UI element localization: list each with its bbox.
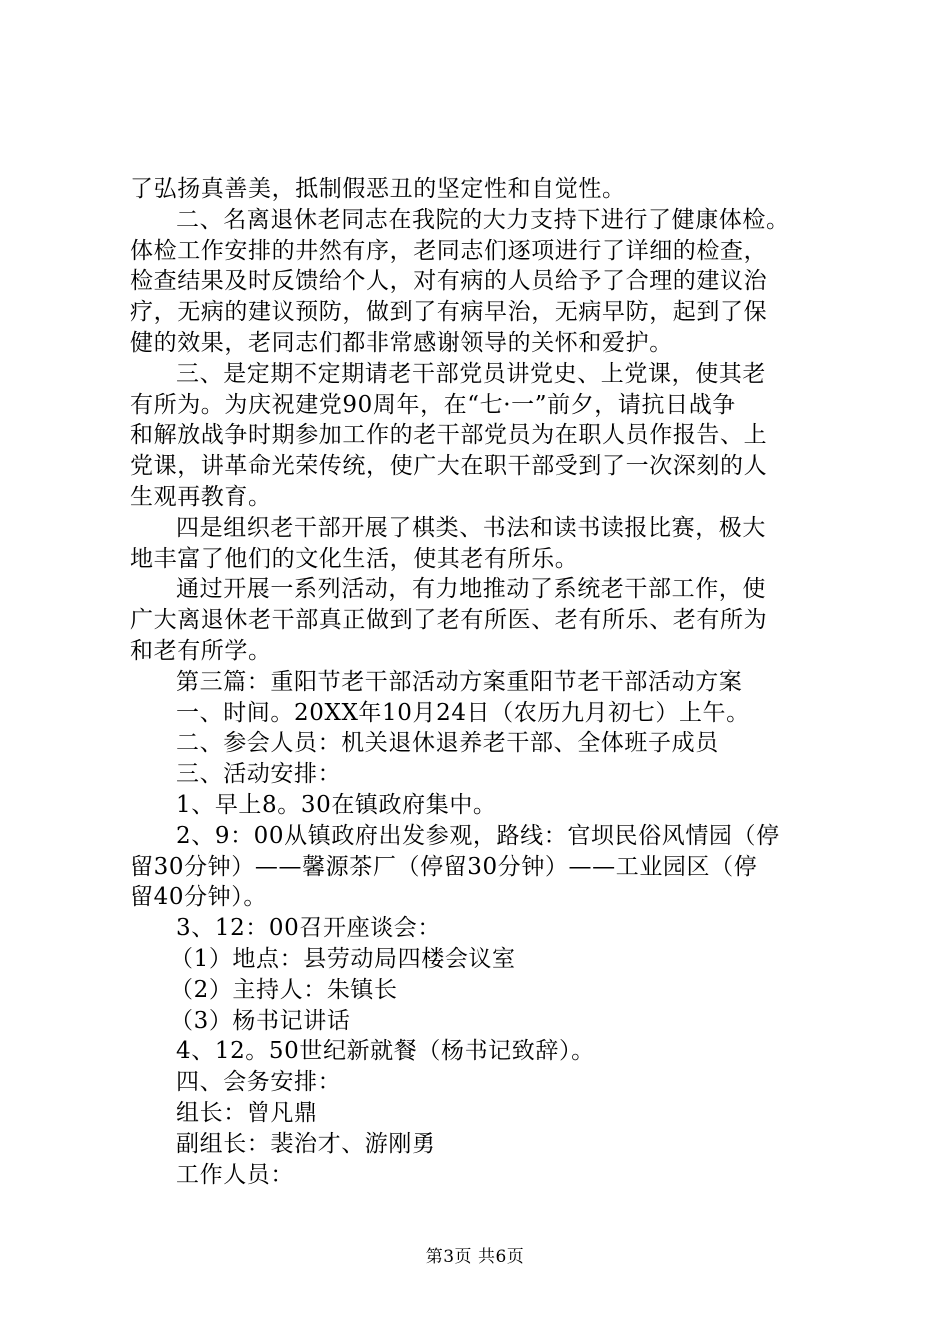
- text-line: 生观再教育。: [130, 483, 272, 510]
- text-line: 二、名离退休老同志在我院的大力支持下进行了健康体检。: [176, 206, 790, 233]
- page-number: 第3页 共6页: [425, 1247, 525, 1267]
- text-line: 4、12。50世纪新就餐（杨书记致辞）。: [176, 1038, 595, 1065]
- text-line: 健的效果，老同志们都非常感谢领导的关怀和爱护。: [130, 329, 673, 356]
- text-line: 一、时间。20XX年10月24日（农历九月初七）上午。: [176, 699, 750, 726]
- section-heading: 第三篇：重阳节老干部活动方案重阳节老干部活动方案: [176, 668, 743, 695]
- text-line: 和解放战争时期参加工作的老干部党员为在职人员作报告、上: [130, 422, 768, 449]
- text-line: 二、参会人员：机关退休退养老干部、全体班子成员: [176, 730, 719, 757]
- text-line: 留30分钟）——馨源茶厂（停留30分钟）——工业园区（停: [130, 853, 758, 880]
- text-line: 3、12：00召开座谈会：: [176, 915, 441, 942]
- text-line: 副组长：裴治才、游刚勇: [176, 1130, 436, 1157]
- text-line: 体检工作安排的井然有序，老同志们逐项进行了详细的检查，: [130, 237, 768, 264]
- text-line: 留40分钟）。: [130, 884, 267, 911]
- text-line: 三、活动安排：: [176, 761, 342, 788]
- text-line: 地丰富了他们的文化生活，使其老有所乐。: [130, 545, 579, 572]
- text-line: 工作人员：: [176, 1161, 294, 1188]
- text-line: （3）杨书记讲话: [170, 1007, 351, 1034]
- text-line: 有所为。为庆祝建党90周年，在“七·一”前夕，请抗日战争: [130, 391, 736, 418]
- text-line: 和老有所学。: [130, 637, 272, 664]
- text-line: （1）地点：县劳动局四楼会议室: [170, 945, 516, 972]
- text-line: 检查结果及时反馈给个人，对有病的人员给予了合理的建议治: [130, 268, 768, 295]
- text-line: （2）主持人：朱镇长: [170, 976, 398, 1003]
- text-line: 2、9：00从镇政府出发参观，路线：官坝民俗风情园（停: [176, 822, 780, 849]
- text-line: 四是组织老干部开展了棋类、书法和读书读报比赛，极大: [176, 514, 766, 541]
- text-line: 三、是定期不定期请老干部党员讲党史、上党课，使其老: [176, 360, 766, 387]
- text-line: 党课，讲革命光荣传统，使广大在职干部受到了一次深刻的人: [130, 453, 768, 480]
- text-line: 了弘扬真善美，抵制假恶丑的坚定性和自觉性。: [130, 176, 626, 202]
- document-body: [130, 174, 850, 1190]
- text-line: 1、早上8。30在镇政府集中。: [176, 791, 497, 818]
- text-line: 通过开展一系列活动，有力地推动了系统老干部工作，使: [176, 576, 766, 603]
- text-line: 四、会务安排：: [176, 1069, 342, 1096]
- text-line: 疗，无病的建议预防，做到了有病早治，无病早防，起到了保: [130, 299, 768, 326]
- text-line: 广大离退休老干部真正做到了老有所医、老有所乐、老有所为: [130, 607, 768, 634]
- text-line: 组长：曾凡鼎: [176, 1099, 318, 1126]
